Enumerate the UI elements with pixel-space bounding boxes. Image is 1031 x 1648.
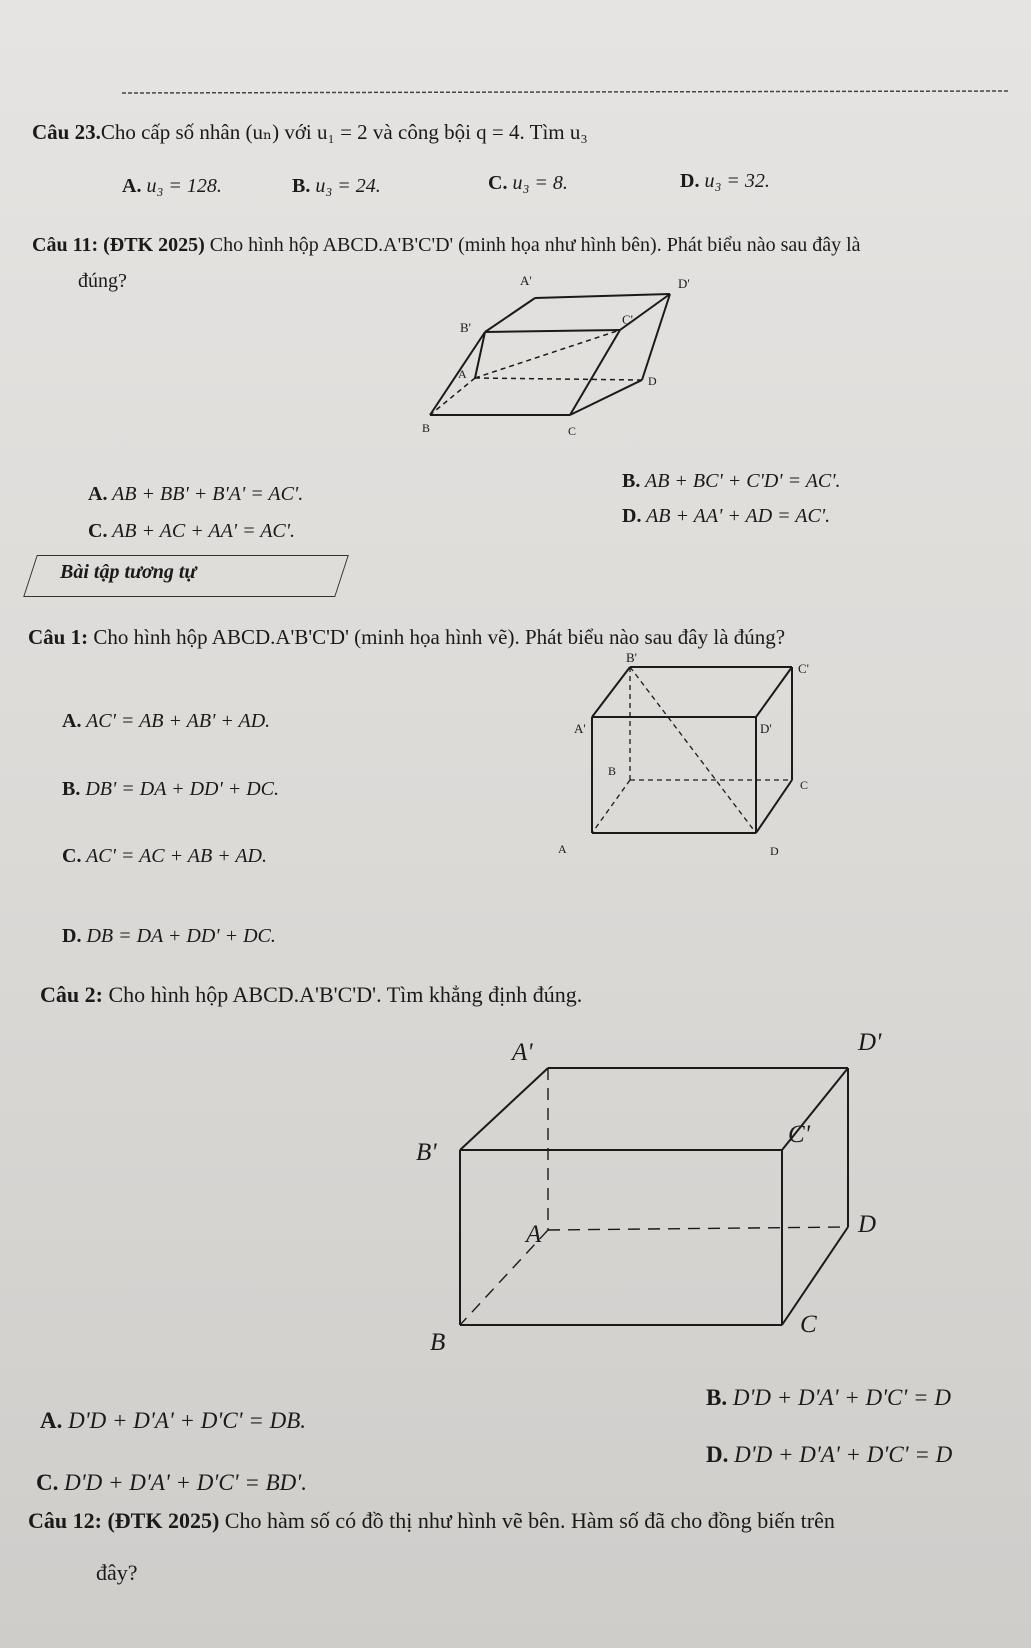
q1-label-c: C — [800, 778, 809, 792]
q23-stem — [32, 120, 588, 145]
q11-parallelepiped-figure — [422, 273, 690, 470]
q2-option-d[interactable]: D. D'D + D'A' + D'C' = D — [706, 1442, 953, 1467]
q2-label-b: B — [430, 1329, 446, 1356]
q11-label-a1: A' — [520, 273, 532, 288]
q2-label-a1: A' — [512, 1039, 533, 1066]
q1-option-a[interactable]: A. AC' = AB + AB' + AD. — [62, 710, 271, 732]
q11-label-d: D — [648, 374, 657, 388]
q2-title: Câu 2: — [40, 982, 103, 1007]
q2-box-figure — [416, 1020, 890, 1356]
q11-title: Câu 11: (ĐTK 2025) — [32, 234, 205, 256]
q1-label-c1: C' — [798, 661, 810, 676]
q2-label-a: A — [526, 1221, 542, 1248]
q23-title: Câu 23. — [32, 120, 101, 144]
q2-label-d: D — [858, 1211, 877, 1238]
q2-label-c1: C' — [788, 1121, 811, 1148]
q11-text: Cho hình hộp ABCD.A'B'C'D' (minh họa như hình bên). Phát biểu nào sau đây là — [209, 234, 861, 256]
q11-option-b[interactable]: B. AB + BC' + C'D' = AC'. — [622, 470, 841, 492]
q1-option-c[interactable]: C. AC' = AC + AB + AD. — [62, 845, 267, 867]
q23-option-c[interactable]: C. u₃ = 8. — [488, 172, 568, 194]
top-dashed-line — [0, 85, 1031, 105]
q11-option-c[interactable]: C. AB + AC + AA' = AC'. — [88, 520, 296, 542]
q23-option-d[interactable]: D. u₃ = 32. — [680, 170, 770, 192]
q2-text: Cho hình hộp ABCD.A'B'C'D'. Tìm khẳng định đúng. — [108, 982, 583, 1007]
q12-text: Cho hàm số có đồ thị như hình vẽ bên. Hàm số đã cho đồng biến trên — [224, 1508, 835, 1533]
q12-stem — [28, 1508, 835, 1534]
q11-label-d1: D' — [678, 276, 690, 291]
q11-option-a[interactable]: A. AB + BB' + B'A' = AC'. — [88, 483, 304, 505]
q11-label-b1: B' — [460, 320, 472, 335]
q11-stem — [32, 234, 861, 257]
q11-label-c: C — [568, 424, 577, 438]
q1-label-a: A — [558, 842, 567, 856]
q1-option-b[interactable]: B. DB' = DA + DD' + DC. — [62, 778, 280, 800]
q2-label-b1: B' — [416, 1139, 437, 1166]
q1-title: Câu 1: — [28, 625, 89, 649]
q23-option-b[interactable]: B. u₃ = 24. — [292, 175, 381, 197]
q11-label-c1: C' — [622, 312, 634, 327]
q23-text: Cho cấp số nhân (uₙ) với u₁ = 2 và công bội q = 4. Tìm u₃ — [100, 120, 588, 144]
q11-text2: đúng? — [78, 270, 127, 292]
q1-label-b: B — [608, 764, 617, 778]
q11-label-b: B — [422, 421, 431, 435]
q2-option-a[interactable]: A. D'D + D'A' + D'C' = DB. — [40, 1408, 307, 1433]
q1-label-d1: D' — [760, 721, 772, 736]
q1-label-d: D — [770, 844, 779, 858]
q2-option-b[interactable]: B. D'D + D'A' + D'C' = D — [706, 1385, 951, 1410]
q11-label-a: A — [458, 367, 467, 381]
q2-label-d1: D' — [858, 1029, 882, 1056]
q1-option-d[interactable]: D. DB = DA + DD' + DC. — [62, 925, 276, 947]
q1-stem — [28, 625, 785, 650]
section-title: Bài tập tương tự — [60, 561, 197, 583]
q1-text: Cho hình hộp ABCD.A'B'C'D' (minh họa hình vẽ). Phát biểu nào sau đây là đúng? — [93, 625, 786, 649]
q11-option-d[interactable]: D. AB + AA' + AD = AC'. — [622, 505, 831, 527]
q23-option-a[interactable]: A. u₃ = 128. — [122, 175, 222, 197]
q2-option-c[interactable]: C. D'D + D'A' + D'C' = BD'. — [36, 1470, 307, 1495]
q12-text2: đây? — [96, 1560, 138, 1585]
q1-box-figure — [558, 650, 820, 858]
q2-label-c: C — [800, 1311, 817, 1338]
q2-stem — [40, 982, 582, 1008]
q1-label-b1: B' — [626, 650, 638, 665]
q12-title: Câu 12: (ĐTK 2025) — [28, 1508, 220, 1533]
q1-label-a1: A' — [574, 721, 586, 736]
